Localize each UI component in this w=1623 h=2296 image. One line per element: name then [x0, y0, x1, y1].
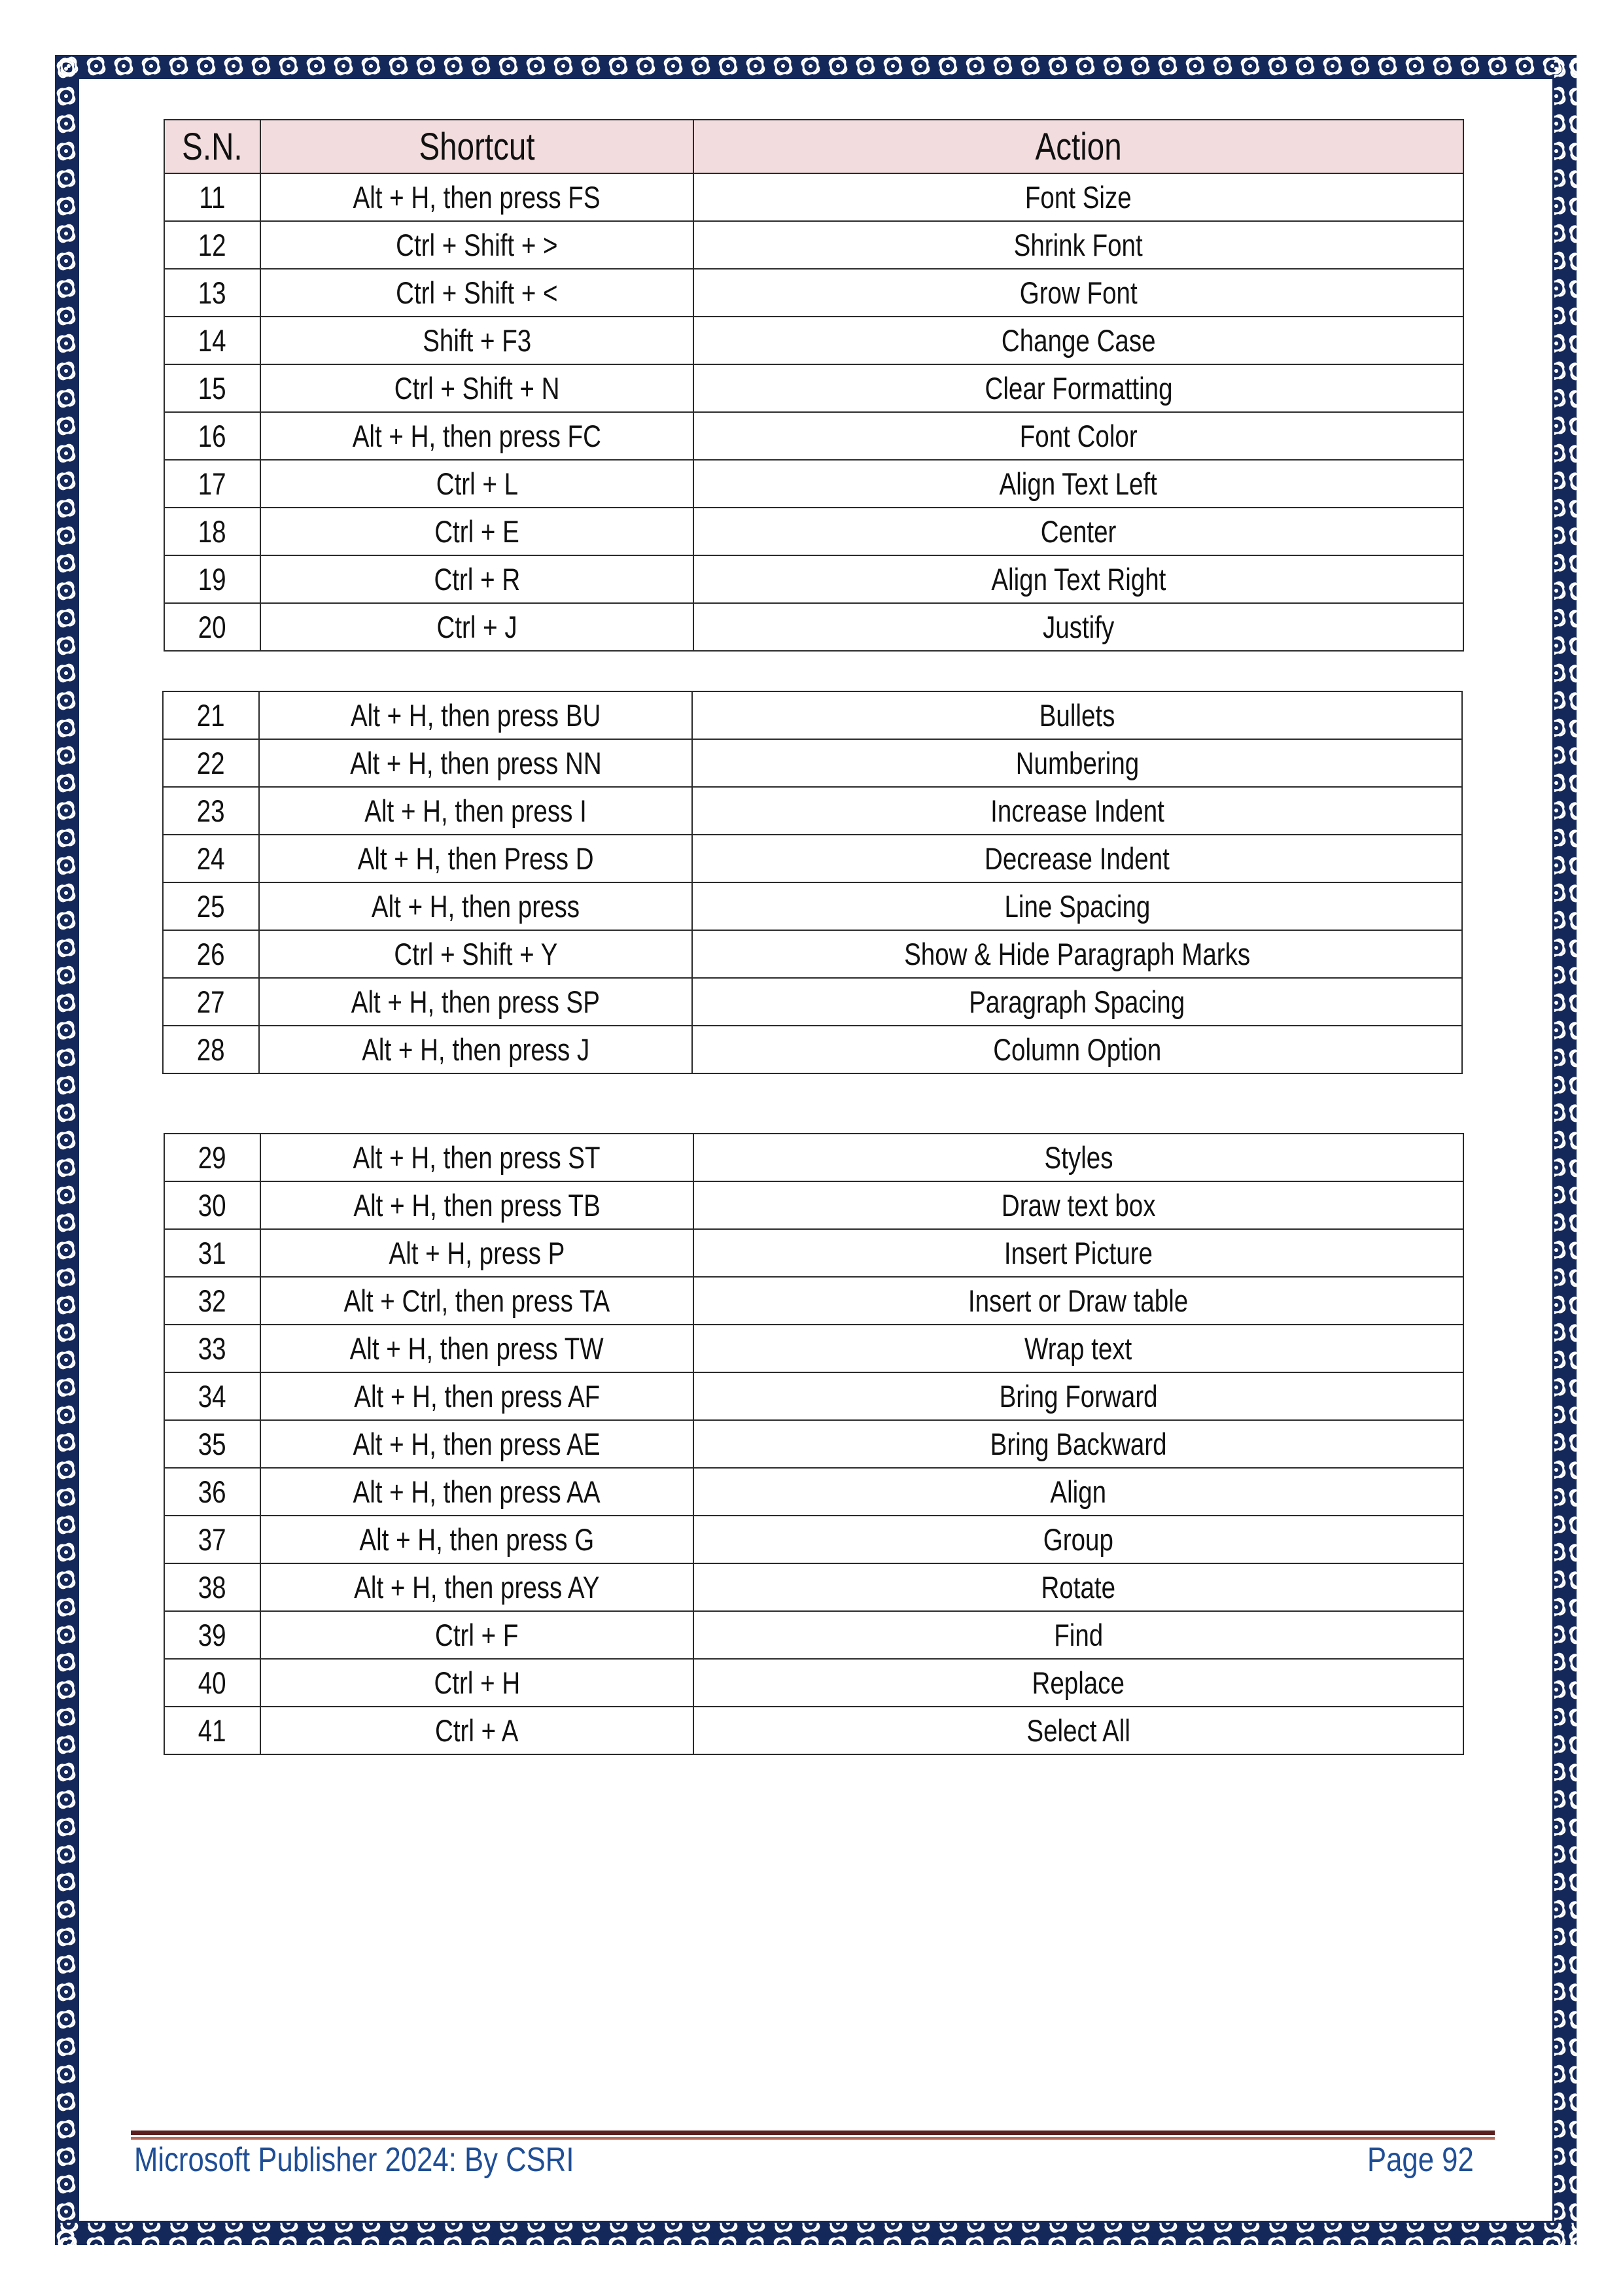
- cell-sn: 34: [164, 1372, 260, 1420]
- cell-shortcut: Alt + H, then press TB: [260, 1181, 693, 1229]
- cell-sn: 37: [164, 1516, 260, 1563]
- cell-sn: 22: [163, 739, 259, 787]
- cell-shortcut: Ctrl + J: [260, 603, 693, 651]
- cell-action: Rotate: [693, 1563, 1463, 1611]
- table-row: [163, 739, 1462, 787]
- cell-sn: 17: [164, 460, 260, 508]
- cell-shortcut: Alt + H, then press J: [259, 1026, 692, 1073]
- cell-sn: 32: [164, 1277, 260, 1325]
- cell-sn: 29: [164, 1134, 260, 1181]
- cell-action: Align: [693, 1468, 1463, 1516]
- table-row: [164, 1372, 1463, 1420]
- cell-shortcut: Alt + H, then press: [259, 882, 692, 930]
- table-row: [164, 1563, 1463, 1611]
- cell-sn: 30: [164, 1181, 260, 1229]
- cell-action: Find: [693, 1611, 1463, 1659]
- table-row: [164, 1420, 1463, 1468]
- cell-sn: 35: [164, 1420, 260, 1468]
- cell-sn: 15: [164, 364, 260, 412]
- cell-sn: 31: [164, 1229, 260, 1277]
- cell-sn: 20: [164, 603, 260, 651]
- table-row: [163, 1026, 1462, 1073]
- cell-action: Font Size: [693, 173, 1463, 221]
- cell-shortcut: Alt + H, then press FS: [260, 173, 693, 221]
- cell-shortcut: Ctrl + Shift + >: [260, 221, 693, 269]
- cell-sn: 23: [163, 787, 259, 835]
- table-row: [164, 1277, 1463, 1325]
- cell-sn: 36: [164, 1468, 260, 1516]
- cell-shortcut: Ctrl + F: [260, 1611, 693, 1659]
- cell-shortcut: Alt + H, then press TW: [260, 1325, 693, 1372]
- cell-sn: 18: [164, 508, 260, 555]
- cell-sn: 39: [164, 1611, 260, 1659]
- table-row: [164, 1659, 1463, 1707]
- page-number: Page 92: [1367, 2141, 1474, 2179]
- cell-shortcut: Ctrl + R: [260, 555, 693, 603]
- cell-sn: 41: [164, 1707, 260, 1754]
- table-2-body: [163, 691, 1462, 1073]
- cell-sn: 16: [164, 412, 260, 460]
- header-sn: S.N.: [164, 120, 260, 173]
- header-action: Action: [693, 120, 1463, 173]
- cell-sn: 19: [164, 555, 260, 603]
- cell-action: Align Text Right: [693, 555, 1463, 603]
- cell-shortcut: Alt + H, then press SP: [259, 978, 692, 1026]
- cell-shortcut: Alt + H, then press ST: [260, 1134, 693, 1181]
- table-1-body: [164, 173, 1463, 651]
- cell-sn: 25: [163, 882, 259, 930]
- table-row: [164, 555, 1463, 603]
- cell-sn: 40: [164, 1659, 260, 1707]
- cell-sn: 33: [164, 1325, 260, 1372]
- table-row: [164, 1134, 1463, 1181]
- cell-action: Font Color: [693, 412, 1463, 460]
- cell-shortcut: Ctrl + H: [260, 1659, 693, 1707]
- cell-shortcut: Ctrl + L: [260, 460, 693, 508]
- cell-sn: 24: [163, 835, 259, 882]
- footer-rule: [131, 2131, 1495, 2135]
- cell-sn: 21: [163, 691, 259, 739]
- table-row: [164, 364, 1463, 412]
- cell-action: Paragraph Spacing: [692, 978, 1462, 1026]
- cell-shortcut: Alt + H, then press AE: [260, 1420, 693, 1468]
- cell-shortcut: Alt + H, then press AY: [260, 1563, 693, 1611]
- table-row: [164, 460, 1463, 508]
- cell-action: Insert or Draw table: [693, 1277, 1463, 1325]
- cell-action: Insert Picture: [693, 1229, 1463, 1277]
- cell-shortcut: Alt + H, then press I: [259, 787, 692, 835]
- cell-shortcut: Alt + H, then press FC: [260, 412, 693, 460]
- cell-shortcut: Shift + F3: [260, 317, 693, 364]
- cell-action: Bring Forward: [693, 1372, 1463, 1420]
- cell-shortcut: Alt + H, then press AF: [260, 1372, 693, 1420]
- footer-title: Microsoft Publisher 2024: By CSRI: [134, 2141, 574, 2179]
- header-shortcut: Shortcut: [260, 120, 693, 173]
- table-3-body: [164, 1134, 1463, 1754]
- cell-action: Shrink Font: [693, 221, 1463, 269]
- table-row: [164, 1229, 1463, 1277]
- cell-action: Numbering: [692, 739, 1462, 787]
- shortcut-table-2: [162, 691, 1463, 1074]
- cell-shortcut: Ctrl + Shift + N: [260, 364, 693, 412]
- cell-shortcut: Ctrl + Shift + <: [260, 269, 693, 317]
- shortcut-table-3: [164, 1133, 1464, 1755]
- cell-action: Grow Font: [693, 269, 1463, 317]
- cell-action: Select All: [693, 1707, 1463, 1754]
- table-row: [164, 1325, 1463, 1372]
- cell-action: Bullets: [692, 691, 1462, 739]
- cell-sn: 13: [164, 269, 260, 317]
- cell-shortcut: Ctrl + Shift + Y: [259, 930, 692, 978]
- table-row: [164, 1181, 1463, 1229]
- footer-rule-accent: [131, 2137, 1495, 2140]
- cell-action: Clear Formatting: [693, 364, 1463, 412]
- cell-shortcut: Alt + H, then press G: [260, 1516, 693, 1563]
- table-row: [164, 508, 1463, 555]
- table-row: [164, 1611, 1463, 1659]
- cell-action: Replace: [693, 1659, 1463, 1707]
- cell-action: Show & Hide Paragraph Marks: [692, 930, 1462, 978]
- cell-action: Change Case: [693, 317, 1463, 364]
- table-row: [164, 603, 1463, 651]
- cell-sn: 28: [163, 1026, 259, 1073]
- cell-action: Center: [693, 508, 1463, 555]
- table-row: [164, 317, 1463, 364]
- cell-action: Justify: [693, 603, 1463, 651]
- table-row: [164, 221, 1463, 269]
- cell-action: Column Option: [692, 1026, 1462, 1073]
- table-row: [163, 835, 1462, 882]
- cell-action: Group: [693, 1516, 1463, 1563]
- table-row: [163, 978, 1462, 1026]
- cell-sn: 26: [163, 930, 259, 978]
- cell-action: Decrease Indent: [692, 835, 1462, 882]
- table-row: [163, 787, 1462, 835]
- table-row: [164, 1468, 1463, 1516]
- cell-action: Styles: [693, 1134, 1463, 1181]
- cell-shortcut: Alt + H, then Press D: [259, 835, 692, 882]
- cell-sn: 38: [164, 1563, 260, 1611]
- cell-sn: 12: [164, 221, 260, 269]
- cell-shortcut: Alt + H, then press BU: [259, 691, 692, 739]
- shortcut-table-1: [164, 119, 1464, 652]
- cell-shortcut: Ctrl + E: [260, 508, 693, 555]
- table-row: [164, 269, 1463, 317]
- cell-shortcut: Alt + Ctrl, then press TA: [260, 1277, 693, 1325]
- table-row: [164, 1707, 1463, 1754]
- cell-action: Bring Backward: [693, 1420, 1463, 1468]
- cell-shortcut: Alt + H, press P: [260, 1229, 693, 1277]
- table-row: [163, 691, 1462, 739]
- cell-action: Line Spacing: [692, 882, 1462, 930]
- table-row: [164, 412, 1463, 460]
- cell-action: Increase Indent: [692, 787, 1462, 835]
- cell-sn: 11: [164, 173, 260, 221]
- cell-shortcut: Alt + H, then press NN: [259, 739, 692, 787]
- cell-action: Draw text box: [693, 1181, 1463, 1229]
- table-row: [163, 930, 1462, 978]
- cell-action: Align Text Left: [693, 460, 1463, 508]
- cell-sn: 14: [164, 317, 260, 364]
- cell-shortcut: Alt + H, then press AA: [260, 1468, 693, 1516]
- cell-sn: 27: [163, 978, 259, 1026]
- table-row: [164, 1516, 1463, 1563]
- table-header-row: [164, 120, 1463, 173]
- cell-shortcut: Ctrl + A: [260, 1707, 693, 1754]
- cell-action: Wrap text: [693, 1325, 1463, 1372]
- table-row: [164, 173, 1463, 221]
- table-row: [163, 882, 1462, 930]
